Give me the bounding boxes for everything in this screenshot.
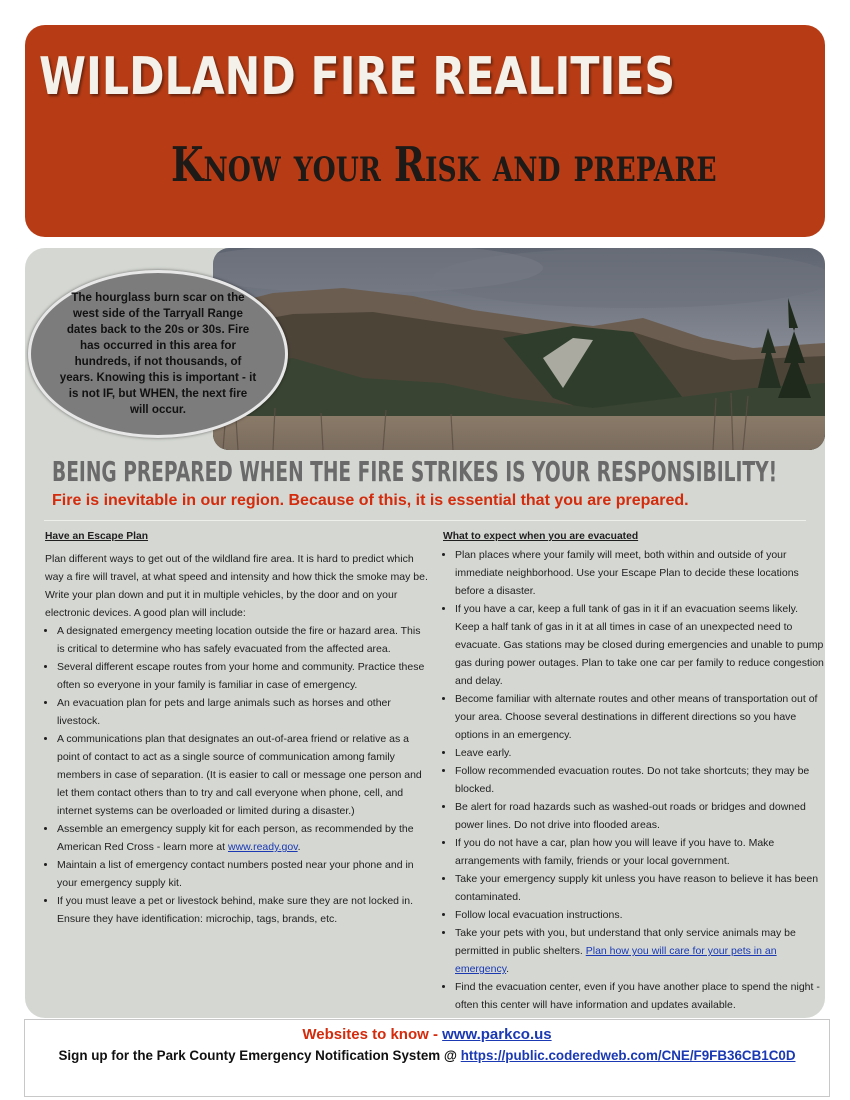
list-item: • Maintain a list of emergency contact numbers posted near your phone and in your emergency supply kit. <box>57 856 430 892</box>
websites-line <box>25 1026 829 1043</box>
escape-plan-intro: Plan different ways to get out of the wildland fire area. It is hard to predict which way a fire will travel, at what speed and intensity and how thick the smoke may be. Write your plan down and put it in multiple vehicles, by the door and on your electronic devices. A good plan will include: <box>45 553 428 619</box>
list-item: • Several different escape routes from your home and community. Practice these often so everyone in your family is familiar in case of emergency. <box>57 658 430 694</box>
list-item-text: . <box>506 963 510 975</box>
mountain-photo <box>213 248 825 450</box>
list-item-text: Assemble an emergency supply kit for each person, as recommended by the American Red Cross - learn more at <box>57 823 414 853</box>
footer <box>24 1019 830 1097</box>
list-item: • Leave early. <box>455 744 825 762</box>
photo-caption-callout <box>28 270 288 438</box>
escape-plan-heading: Have an Escape Plan <box>45 531 149 542</box>
list-item: • Take your emergency supply kit unless you have reason to believe it has been contaminated. <box>455 870 825 906</box>
list-item: • If you do not have a car, plan how you will leave if you have to. Make arrangements with family, friends or your local government. <box>455 834 825 870</box>
divider <box>44 520 806 521</box>
parkco-link[interactable]: www.parkco.us <box>442 1026 552 1043</box>
list-item: • Follow recommended evacuation routes. Do not take shortcuts; they may be blocked. <box>455 762 825 798</box>
list-item: • Plan places where your family will meet, both within and outside of your immediate neighborhood. Use your Escape Plan to decide these locations before a disaster. <box>455 546 825 600</box>
page-subtitle: Know your Risk and prepare <box>171 137 717 193</box>
signup-line <box>25 1048 829 1063</box>
section-heading: BEING PREPARED WHEN THE FIRE STRIKES IS YOUR RESPONSIBILITY! <box>52 455 778 488</box>
list-item <box>57 820 430 856</box>
list-item: • If you have a car, keep a full tank of gas in it if an evacuation seems likely. Keep a half tank of gas in it at all times in case of an unexpected need to evacuate. Gas stations may be closed during emergencies and unable to pump gas during power outages. Plan to take one car per family to reduce congestion and delay. <box>455 600 825 690</box>
ready-gov-link[interactable]: www.ready.gov <box>227 841 298 853</box>
list-item: • If you must leave a pet or livestock behind, make sure they are not locked in. Ensure they have identification: microchip, tags, brands, etc. <box>57 892 430 928</box>
list-item: • A communications plan that designates an out-of-area friend or relative as a point of contact to act as a single source of communication among family members in case of separation. (It is easier to call or message one person and let them contact others than to try and call everyone when phone, cell, and internet systems can be overloaded or limited during a disaster.) <box>57 730 430 820</box>
evacuation-list <box>443 546 825 1014</box>
photo-caption: The hourglass burn scar on the west side of the Tarryall Range dates back to the 20s or 30s. Fire has occurred in this area for hundreds, if not thousands, of years. Knowing this is important - it is not IF, but WHEN, the next fire will occur. <box>59 291 257 416</box>
escape-plan-column <box>45 528 430 928</box>
list-item: • A designated emergency meeting location outside the fire or hazard area. This is critical to determine who has safely evacuated from the affected area. <box>57 622 430 658</box>
pets-emergency-link[interactable]: Plan how you will care for your pets in an emergency <box>455 945 777 975</box>
list-item: • Find the evacuation center, even if you have another place to spend the night - often this center will have information and updates available. <box>455 978 825 1014</box>
list-item: • Be alert for road hazards such as washed-out roads or bridges and downed power lines. Do not drive into flooded areas. <box>455 798 825 834</box>
section-subheading: Fire is inevitable in our region. Because of this, it is essential that you are prepared. <box>52 492 689 509</box>
list-item-text: Take your pets with you, but understand that only service animals may be permitted in public shelters. <box>455 927 796 957</box>
list-item: • Follow local evacuation instructions. <box>455 906 825 924</box>
evacuation-column <box>443 528 825 1014</box>
websites-label: Websites to know <box>302 1026 429 1043</box>
list-item: • Become familiar with alternate routes and other means of transportation out of your area. Choose several destinations in different directions so you have options in an emergency. <box>455 690 825 744</box>
separator: - <box>428 1026 443 1043</box>
list-item: • An evacuation plan for pets and large animals such as horses and other livestock. <box>57 694 430 730</box>
evacuation-heading: What to expect when you are evacuated <box>443 531 639 542</box>
signup-text: Sign up for the Park County Emergency Notification System @ <box>58 1048 461 1063</box>
list-item-text: . <box>297 841 301 853</box>
escape-plan-list <box>45 622 430 928</box>
header-banner <box>25 25 825 237</box>
list-item <box>455 924 825 978</box>
codered-link[interactable]: https://public.coderedweb.com/CNE/F9FB36CB1C0D <box>460 1048 796 1063</box>
page-title: WILDLAND FIRE REALITIES <box>39 47 676 107</box>
